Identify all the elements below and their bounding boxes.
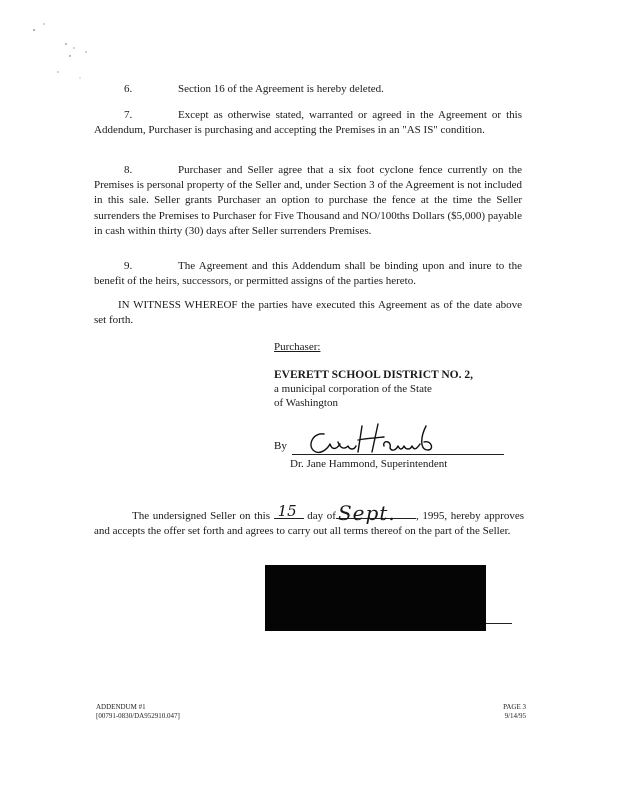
paragraph-8 (94, 163, 522, 239)
footer-left (96, 703, 180, 721)
seller-text-part3: , 1995, hereby approves and accepts the offer set forth and agrees to carry out all terms thereof on the part of the Seller. (94, 510, 525, 538)
seller-acceptance-paragraph (94, 500, 525, 539)
paragraph-6-number: 6. (124, 83, 133, 95)
by-label: By (274, 440, 287, 452)
seller-text-part2: day of (307, 510, 336, 522)
day-blank (274, 501, 304, 520)
paragraph-7 (94, 108, 522, 138)
witness-text: IN WITNESS WHEREOF the parties have executed this Agreement as of the date above set forth. (94, 299, 522, 327)
purchaser-signature-row (274, 424, 506, 460)
footer-page-number: PAGE 3 (503, 703, 526, 711)
paragraph-6 (94, 82, 522, 97)
purchaser-block (274, 340, 554, 354)
purchaser-label: Purchaser: (274, 341, 321, 353)
footer-addendum-label: ADDENDUM #1 (96, 703, 146, 711)
paragraph-7-number: 7. (124, 109, 133, 121)
footer-doc-id: [00791-0830/DA952910.047] (96, 712, 180, 720)
signer-name: Dr. Jane Hammond, Superintendent (290, 458, 448, 470)
paragraph-9-number: 9. (124, 260, 133, 272)
footer-right (490, 703, 526, 721)
witness-paragraph (94, 298, 522, 328)
redacted-seller-signature (265, 565, 486, 631)
paragraph-9-text: The Agreement and this Addendum shall be binding upon and inure to the benefit of the heirs, successors, or permitted assigns of the parties hereto. (94, 260, 522, 288)
handwritten-signature (302, 420, 452, 460)
day-handwritten: 15 (277, 501, 297, 520)
purchaser-name: EVERETT SCHOOL DISTRICT NO. 2, (274, 369, 473, 381)
scan-specks (30, 18, 110, 88)
footer-date: 9/14/95 (504, 712, 526, 720)
purchaser-entity (274, 368, 554, 410)
seller-text-part1: The undersigned Seller on this (132, 510, 270, 522)
purchaser-desc-line-1: a municipal corporation of the State (274, 383, 432, 395)
month-blank (336, 500, 416, 525)
paragraph-8-number: 8. (124, 164, 133, 176)
paragraph-7-text: Except as otherwise stated, warranted or agreed in the Agreement or this Addendum, Purchaser is purchasing and accepting the Premises in an "AS IS" condition. (94, 109, 522, 137)
redaction-underline (486, 623, 512, 624)
purchaser-desc-line-2: of Washington (274, 397, 338, 409)
paragraph-6-text: Section 16 of the Agreement is hereby deleted. (178, 83, 384, 95)
paragraph-9 (94, 259, 522, 289)
paragraph-8-text: Purchaser and Seller agree that a six foot cyclone fence currently on the Premises is personal property of the Seller and, under Section 3 of the Agreement is not included in this sale. Seller grants Purchaser an option to purchase the fence at the time the Seller surrenders the Premises to Purchaser for Five Thousand and NO/100ths Dollars ($5,000) payable in cash within thirty (30) days after Seller surrenders Premises. (94, 164, 522, 237)
month-handwritten: Sept. (337, 500, 396, 525)
